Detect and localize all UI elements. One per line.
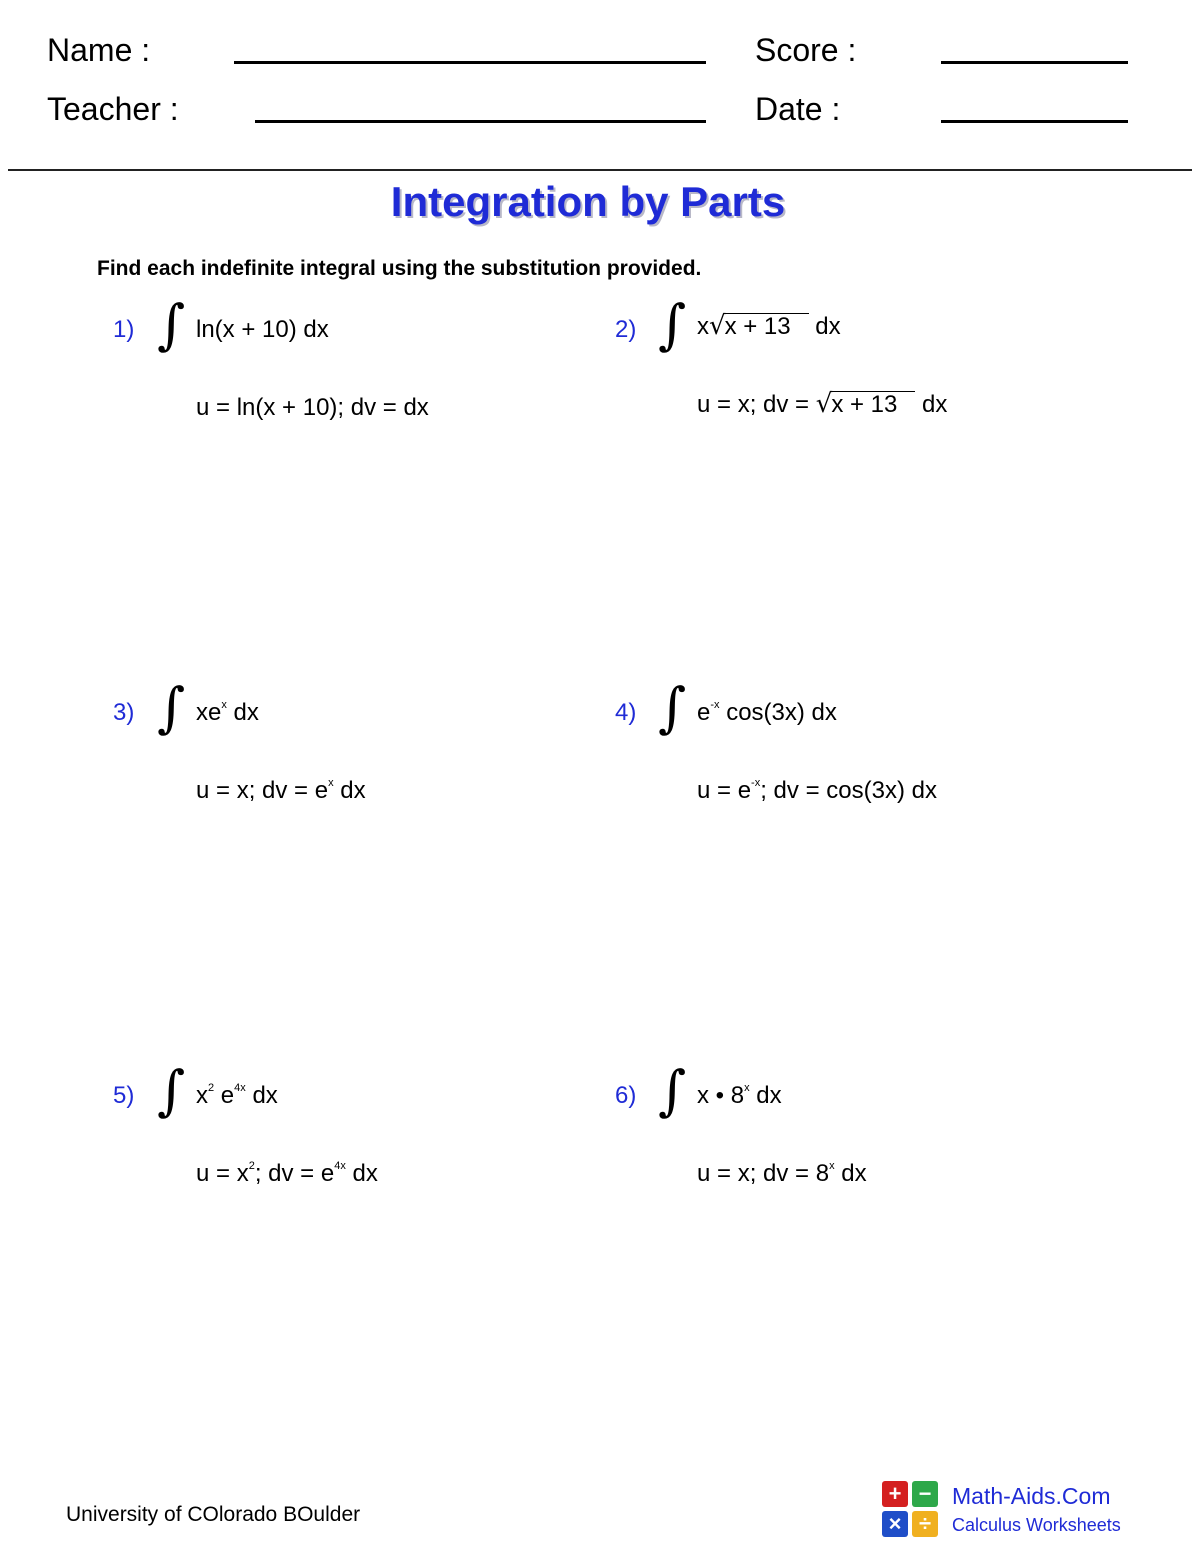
integrand — [697, 1082, 782, 1110]
integrand-tail: dx — [756, 1082, 782, 1109]
integrand: ln(x + 10) dx — [196, 316, 329, 343]
name-label: Name : — [47, 32, 151, 68]
times-icon: × — [882, 1511, 908, 1537]
integrand-term: x — [697, 313, 709, 340]
integral-sign: ∫ — [658, 676, 687, 739]
substitution-text: u = x — [196, 1160, 249, 1187]
radical-sign-icon: √ — [815, 389, 833, 419]
square-root — [709, 311, 809, 341]
brand-subtitle: Calculus Worksheets — [952, 1515, 1121, 1535]
math-aids-logo-icon — [882, 1481, 940, 1539]
substitution-differential: dx — [922, 391, 948, 418]
radicand: x + 13 — [830, 391, 915, 418]
date-field[interactable] — [941, 120, 1128, 123]
exponent: x — [328, 777, 334, 789]
integrand-tail: dx — [233, 699, 259, 726]
integrand — [196, 699, 259, 727]
substitution-tail: dx — [352, 1160, 378, 1187]
integrand — [196, 1082, 278, 1110]
exponent: x — [829, 1160, 835, 1172]
exponent: 2 — [248, 1160, 255, 1172]
problem-number: 6) — [615, 1082, 637, 1109]
substitution-tail: dx — [841, 1160, 867, 1187]
exponent: 4x — [234, 1082, 246, 1094]
substitution-text: u = x; dv = — [697, 391, 816, 418]
integrand-base: x — [196, 1082, 208, 1109]
substitution-mid: ; dv = e — [254, 1160, 335, 1187]
integrand-tail: cos(3x) dx — [726, 699, 837, 726]
problem-number: 2) — [615, 316, 637, 343]
problem-number: 5) — [113, 1082, 135, 1109]
name-field[interactable] — [234, 61, 706, 64]
problem-number: 1) — [113, 316, 135, 343]
radicand: x + 13 — [724, 313, 809, 340]
integrand-differential: dx — [815, 313, 841, 340]
integrand-base: xe — [196, 699, 222, 726]
square-root — [816, 389, 916, 419]
exponent: x — [744, 1082, 750, 1094]
brand-name[interactable]: Math-Aids.Com — [952, 1483, 1111, 1509]
integrand-mid: e — [220, 1082, 235, 1109]
substitution — [697, 389, 947, 419]
integrand-tail: dx — [252, 1082, 278, 1109]
integrand — [697, 311, 841, 341]
score-label: Score : — [755, 32, 857, 68]
institution-label: University of COlorado BOulder — [66, 1503, 361, 1526]
substitution-text: u = x; dv = e — [196, 777, 329, 804]
substitution — [697, 1160, 867, 1188]
exponent: 4x — [334, 1160, 346, 1172]
integrand-base: e — [697, 699, 711, 726]
score-field[interactable] — [941, 61, 1128, 64]
teacher-field[interactable] — [255, 120, 706, 123]
teacher-label: Teacher : — [47, 91, 179, 127]
integral-sign: ∫ — [157, 293, 186, 356]
substitution: u = ln(x + 10); dv = dx — [196, 394, 429, 421]
substitution — [196, 777, 366, 805]
integrand — [697, 699, 837, 727]
divide-icon: ÷ — [912, 1511, 938, 1537]
integral-sign: ∫ — [157, 676, 186, 739]
integral-sign: ∫ — [658, 293, 687, 356]
minus-icon: − — [912, 1481, 938, 1507]
radical-sign-icon: √ — [709, 311, 726, 341]
exponent: 2 — [208, 1082, 215, 1094]
plus-icon: + — [882, 1481, 908, 1507]
problem-number: 3) — [113, 699, 135, 726]
exponent: -x — [751, 777, 761, 789]
exponent: x — [221, 699, 227, 711]
substitution — [697, 777, 937, 805]
substitution-text: u = e — [697, 777, 752, 804]
substitution-tail: ; dv = cos(3x) dx — [760, 777, 937, 804]
exponent: -x — [710, 699, 720, 711]
substitution — [196, 1160, 378, 1188]
instructions: Find each indefinite integral using the substitution provided. — [97, 257, 702, 280]
substitution-text: u = x; dv = 8 — [697, 1160, 830, 1187]
integrand-base: x • 8 — [697, 1082, 745, 1109]
substitution-tail: dx — [340, 777, 366, 804]
integral-sign: ∫ — [658, 1059, 687, 1122]
page-title: Integration by Parts — [390, 178, 786, 225]
date-label: Date : — [755, 91, 841, 127]
problem-number: 4) — [615, 699, 637, 726]
integral-sign: ∫ — [157, 1059, 186, 1122]
header-divider — [8, 169, 1192, 171]
